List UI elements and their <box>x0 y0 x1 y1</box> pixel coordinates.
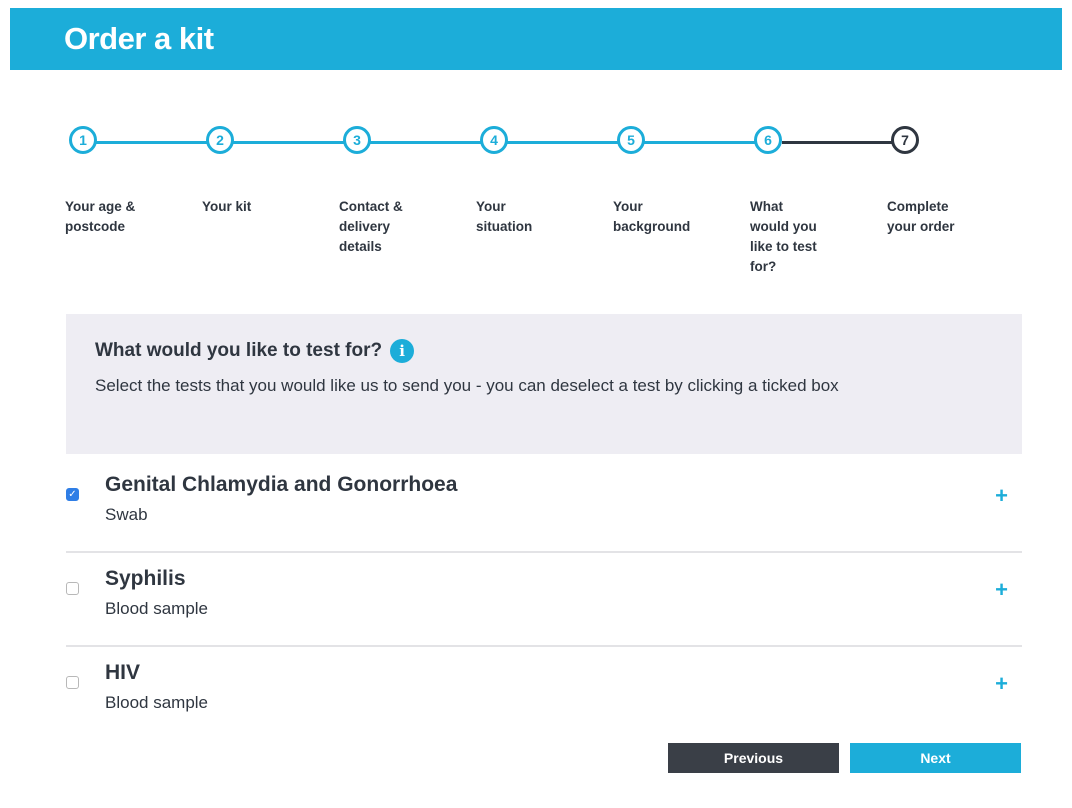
test-sample-type: Blood sample <box>105 599 209 618</box>
test-sample-type: Blood sample <box>105 693 209 712</box>
step-4-label: Your situation <box>476 199 533 234</box>
step-3-label: Contact & delivery details <box>339 199 403 254</box>
progress-stepper <box>0 0 1072 290</box>
expand-plus-icon[interactable]: + <box>995 577 1008 602</box>
step-4-circle[interactable]: 4 <box>480 126 508 154</box>
test-item-chlamydia-gonorrhoea[interactable] <box>66 457 1022 553</box>
page-title: Order a kit <box>64 21 214 56</box>
step-7-circle: 7 <box>891 126 919 154</box>
test-item-syphilis[interactable] <box>66 551 1022 647</box>
info-icon[interactable]: i <box>390 339 414 363</box>
test-checkbox-syphilis[interactable] <box>66 582 79 595</box>
step-1-label: Your age & postcode <box>65 199 136 234</box>
expand-plus-icon[interactable]: + <box>995 671 1008 696</box>
intro-title: What would you like to test for? <box>95 340 383 361</box>
test-sample-type: Swab <box>105 505 148 524</box>
test-item-hiv[interactable] <box>66 645 1022 739</box>
test-checkbox-chlamydia-gonorrhoea[interactable] <box>66 488 79 501</box>
expand-plus-icon[interactable]: + <box>995 483 1008 508</box>
stepper-line-completed <box>82 141 768 144</box>
intro-title-row <box>95 339 414 363</box>
next-button[interactable]: Next <box>850 743 1021 773</box>
test-name: HIV <box>105 661 141 684</box>
step-6-circle[interactable]: 6 <box>754 126 782 154</box>
step-1-circle[interactable]: 1 <box>69 126 97 154</box>
test-name: Syphilis <box>105 567 186 590</box>
intro-description: Select the tests that you would like us to send you - you can deselect a test by clicking a ticked box <box>95 376 839 395</box>
step-3-circle[interactable]: 3 <box>343 126 371 154</box>
step-2-circle[interactable]: 2 <box>206 126 234 154</box>
test-checkbox-hiv[interactable] <box>66 676 79 689</box>
step-5-circle[interactable]: 5 <box>617 126 645 154</box>
checkmark-icon: ✓ <box>68 489 77 500</box>
previous-button[interactable]: Previous <box>668 743 839 773</box>
step-2-label: Your kit <box>202 199 252 214</box>
stepper-line-remaining <box>782 141 904 144</box>
step-5-label: Your background <box>613 199 691 234</box>
step-7-label: Complete your order <box>887 199 955 234</box>
intro-panel <box>66 314 1022 454</box>
test-name: Genital Chlamydia and Gonorrhoea <box>105 473 458 496</box>
step-6-label: What would you like to test for? <box>750 199 817 274</box>
